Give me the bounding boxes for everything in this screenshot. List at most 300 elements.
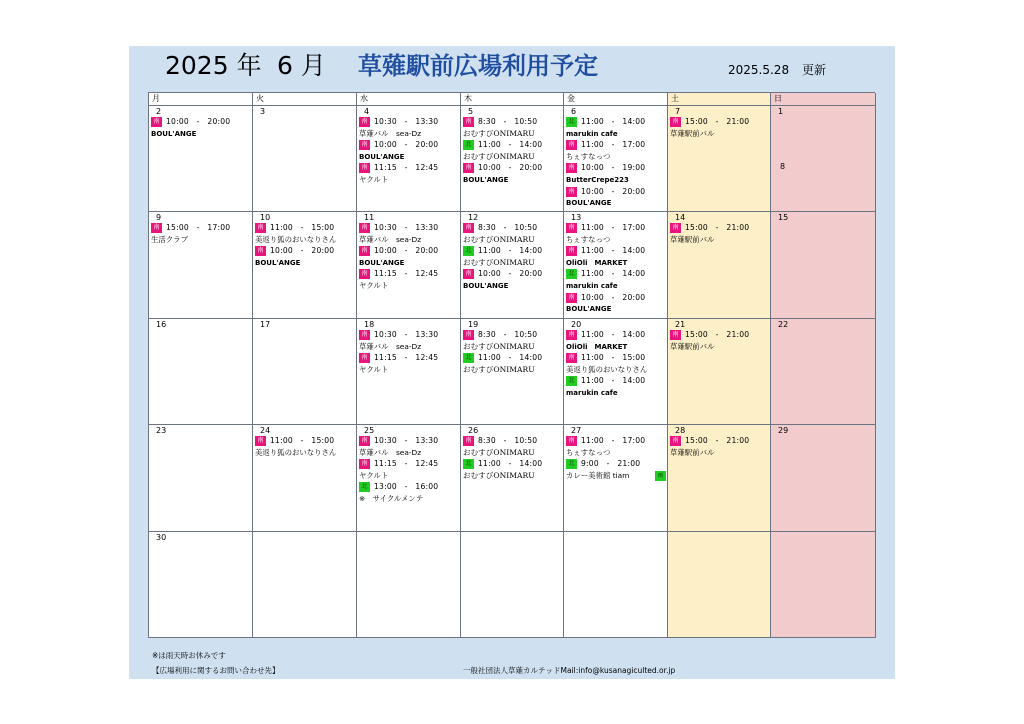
event-name: おむすびONIMARU bbox=[463, 128, 535, 138]
event-name-row bbox=[566, 151, 666, 163]
event-name: ※ サイクルメンテ bbox=[359, 493, 424, 503]
event-time-row bbox=[151, 222, 251, 234]
day-number: 30 bbox=[156, 533, 167, 542]
update-label: 更新 bbox=[802, 63, 827, 77]
event-time: 11:15 - 12:45 bbox=[374, 163, 439, 173]
south-area-badge: 南 bbox=[566, 353, 577, 363]
day-cell bbox=[771, 212, 876, 319]
event-name: おむすびONIMARU bbox=[463, 364, 535, 374]
day-cell bbox=[461, 319, 564, 425]
event-time-row bbox=[566, 458, 666, 470]
event-name-row bbox=[463, 364, 562, 376]
event-name-row bbox=[359, 364, 459, 376]
event-name-row bbox=[463, 447, 562, 459]
footer-organization: 一般社団法人草薙カルテッドMail:info@kusanagiculted.or.jp bbox=[463, 666, 676, 675]
south-area-badge: 南 bbox=[566, 140, 577, 150]
event-time-row bbox=[566, 245, 666, 257]
day-number: 1 bbox=[778, 107, 784, 116]
event-list bbox=[463, 435, 562, 481]
event-list bbox=[255, 435, 355, 458]
event-name-row bbox=[463, 470, 562, 482]
event-name: OliOli MARKET bbox=[566, 342, 628, 351]
event-time: 10:30 - 13:30 bbox=[374, 223, 439, 232]
event-name-row bbox=[359, 470, 459, 482]
event-name-row bbox=[463, 257, 562, 269]
day-cell bbox=[564, 532, 668, 638]
event-name: 草薙駅前バル bbox=[670, 447, 715, 457]
day-cell bbox=[668, 106, 771, 212]
event-time-row bbox=[463, 458, 562, 470]
south-area-badge: 南 bbox=[463, 330, 474, 340]
event-time-row bbox=[463, 245, 562, 257]
page-title: 草薙駅前広場利用予定 bbox=[358, 52, 598, 80]
day-cell bbox=[564, 212, 668, 319]
event-time: 8:30 - 10:50 bbox=[478, 117, 538, 126]
day-number: 11 bbox=[364, 213, 375, 222]
event-name-row bbox=[566, 128, 666, 140]
event-time-row bbox=[463, 162, 562, 174]
south-area-badge: 南 bbox=[359, 330, 370, 340]
event-time-row bbox=[566, 116, 666, 128]
south-area-badge: 南 bbox=[255, 223, 266, 233]
day-cell bbox=[771, 319, 876, 425]
event-list bbox=[359, 116, 459, 186]
south-area-badge: 南 bbox=[255, 246, 266, 256]
event-name: おむすびONIMARU bbox=[463, 257, 535, 267]
event-name-row bbox=[463, 128, 562, 140]
event-name-row bbox=[670, 341, 769, 353]
event-time-row bbox=[359, 352, 459, 364]
event-list bbox=[566, 329, 666, 399]
south-area-badge: 南 bbox=[463, 163, 474, 173]
day-cell bbox=[564, 319, 668, 425]
day-cell bbox=[461, 532, 564, 638]
event-name-row bbox=[359, 493, 459, 505]
event-name: おむすびONIMARU bbox=[463, 341, 535, 351]
day-cell bbox=[668, 319, 771, 425]
south-area-badge: 南 bbox=[463, 117, 474, 127]
event-time: 11:00 - 14:00 bbox=[478, 140, 543, 150]
day-cell bbox=[253, 212, 357, 319]
event-list bbox=[670, 435, 769, 458]
weekday-header: 火 bbox=[253, 93, 357, 106]
event-time-row bbox=[670, 116, 769, 128]
day-cell bbox=[149, 106, 253, 212]
event-time: 9:00 - 21:00 bbox=[581, 459, 641, 469]
day-number: 16 bbox=[156, 320, 167, 329]
event-time-row bbox=[255, 222, 355, 234]
event-name: ちぇすなっつ bbox=[566, 151, 611, 161]
event-name: おむすびONIMARU bbox=[463, 234, 535, 244]
weekday-header: 金 bbox=[564, 93, 668, 106]
event-time: 10:30 - 13:30 bbox=[374, 330, 439, 339]
event-name-row bbox=[566, 364, 666, 376]
day-number: 17 bbox=[260, 320, 271, 329]
event-list bbox=[463, 329, 562, 375]
event-name-row bbox=[359, 341, 459, 353]
event-time: 15:00 - 21:00 bbox=[685, 223, 750, 232]
event-name-row bbox=[255, 257, 355, 269]
event-name-row bbox=[566, 234, 666, 246]
event-list bbox=[359, 435, 459, 505]
event-name: 草薙バル sea-Dz bbox=[359, 447, 422, 457]
event-time: 11:00 - 14:00 bbox=[581, 330, 646, 339]
event-time-row bbox=[463, 435, 562, 447]
day-cell bbox=[668, 532, 771, 638]
day-number: 6 bbox=[571, 107, 577, 116]
event-time: 8:30 - 10:50 bbox=[478, 330, 538, 339]
day-number: 19 bbox=[468, 320, 479, 329]
day-cell bbox=[461, 106, 564, 212]
day-number: 26 bbox=[468, 426, 479, 435]
weekday-header: 木 bbox=[461, 93, 564, 106]
event-name: 草薙駅前バル bbox=[670, 341, 715, 351]
south-area-badge: 南 bbox=[359, 117, 370, 127]
event-list bbox=[463, 222, 562, 292]
event-name: 美返り狐のおいなりさん bbox=[255, 447, 337, 457]
event-name-row bbox=[670, 234, 769, 246]
north-area-badge: 北 bbox=[566, 117, 577, 127]
day-cell bbox=[253, 425, 357, 532]
event-name: BOUL'ANGE bbox=[255, 258, 301, 267]
event-name: おむすびONIMARU bbox=[463, 470, 535, 480]
event-time-row bbox=[566, 222, 666, 234]
event-time-row bbox=[463, 116, 562, 128]
day-number: 2 bbox=[156, 107, 162, 116]
day-number: 12 bbox=[468, 213, 479, 222]
day-cell bbox=[564, 106, 668, 212]
day-number: 14 bbox=[675, 213, 686, 222]
day-cell bbox=[149, 212, 253, 319]
event-name-row bbox=[463, 234, 562, 246]
event-name: 草薙バル sea-Dz bbox=[359, 341, 422, 351]
event-name-row bbox=[670, 128, 769, 140]
footer-contact-label: 【広場利用に関するお問い合わせ先】 bbox=[152, 666, 280, 675]
event-time: 10:00 - 20:00 bbox=[166, 117, 231, 126]
event-time-row bbox=[463, 352, 562, 364]
event-time: 11:00 - 17:00 bbox=[581, 140, 646, 150]
south-area-badge: 南 bbox=[463, 223, 474, 233]
event-name: ButterCrepe223 bbox=[566, 175, 629, 184]
event-name-row bbox=[359, 234, 459, 246]
day-cell bbox=[253, 319, 357, 425]
day-cell bbox=[149, 425, 253, 532]
day-number: 15 bbox=[778, 213, 789, 222]
event-name-row bbox=[255, 234, 355, 246]
event-time: 15:00 - 21:00 bbox=[685, 330, 750, 339]
event-time-row bbox=[359, 329, 459, 341]
event-name-row bbox=[463, 174, 562, 186]
day-cell bbox=[668, 212, 771, 319]
day-cell bbox=[461, 212, 564, 319]
event-time: 11:00 - 15:00 bbox=[270, 436, 335, 445]
event-time-row bbox=[566, 186, 666, 198]
event-name: 草薙駅前バル bbox=[670, 234, 715, 244]
south-area-badge: 南 bbox=[566, 330, 577, 340]
north-area-badge: 北 bbox=[463, 246, 474, 256]
day-cell bbox=[771, 532, 876, 638]
event-time-row bbox=[359, 116, 459, 128]
header-month: 6 月 bbox=[277, 51, 326, 80]
event-time-row bbox=[670, 435, 769, 447]
event-name-row bbox=[566, 447, 666, 459]
event-name-row bbox=[566, 257, 666, 269]
event-time-row bbox=[463, 222, 562, 234]
event-name: ヤクルト bbox=[359, 470, 389, 480]
day-extra-number: 8 bbox=[780, 162, 786, 171]
event-time: 11:00 - 14:00 bbox=[581, 117, 646, 126]
event-time-row bbox=[566, 292, 666, 304]
event-list bbox=[151, 222, 251, 245]
south-area-badge: 南 bbox=[359, 459, 370, 469]
event-time-row bbox=[359, 162, 459, 174]
day-number: 27 bbox=[571, 426, 582, 435]
event-time-row bbox=[359, 481, 459, 493]
north-area-badge: 北 bbox=[566, 376, 577, 386]
south-area-badge: 南 bbox=[566, 187, 577, 197]
event-time-row bbox=[463, 329, 562, 341]
day-number: 3 bbox=[260, 107, 266, 116]
event-list bbox=[670, 329, 769, 352]
event-name: BOUL'ANGE bbox=[463, 281, 509, 290]
event-time: 11:15 - 12:45 bbox=[374, 459, 439, 469]
event-list bbox=[359, 222, 459, 292]
event-list bbox=[566, 435, 666, 481]
day-cell bbox=[461, 425, 564, 532]
day-cell bbox=[149, 319, 253, 425]
event-name: marukin cafe bbox=[566, 388, 618, 397]
event-time: 11:00 - 17:00 bbox=[581, 223, 646, 232]
event-time-row bbox=[359, 245, 459, 257]
event-time-row bbox=[359, 268, 459, 280]
day-cell bbox=[564, 425, 668, 532]
day-number: 10 bbox=[260, 213, 271, 222]
event-name-row bbox=[463, 341, 562, 353]
event-time-row bbox=[670, 222, 769, 234]
event-time-row bbox=[566, 352, 666, 364]
south-area-badge: 南 bbox=[463, 436, 474, 446]
event-list bbox=[670, 222, 769, 245]
event-name-row bbox=[566, 280, 666, 292]
event-time-row bbox=[670, 329, 769, 341]
day-number: 20 bbox=[571, 320, 582, 329]
event-time: 11:15 - 12:45 bbox=[374, 269, 439, 279]
event-time: 8:30 - 10:50 bbox=[478, 223, 538, 232]
south-area-badge: 南 bbox=[566, 293, 577, 303]
event-name: marukin cafe bbox=[566, 129, 618, 138]
event-name: 生活クラブ bbox=[151, 234, 188, 244]
event-name: BOUL'ANGE bbox=[359, 152, 405, 161]
event-time-row bbox=[566, 162, 666, 174]
event-time-row bbox=[566, 329, 666, 341]
event-name: ヤクルト bbox=[359, 174, 389, 184]
north-area-badge: 北 bbox=[566, 269, 577, 279]
event-name-row bbox=[359, 151, 459, 163]
event-time: 11:00 - 14:00 bbox=[478, 459, 543, 469]
north-area-badge: 北 bbox=[359, 482, 370, 492]
event-name: ヤクルト bbox=[359, 364, 389, 374]
event-list bbox=[670, 116, 769, 139]
event-name: ヤクルト bbox=[359, 280, 389, 290]
event-name: 草薙駅前バル bbox=[670, 128, 715, 138]
rain-cancel-badge: 雨 bbox=[655, 471, 666, 481]
event-time-row bbox=[359, 458, 459, 470]
south-area-badge: 南 bbox=[359, 140, 370, 150]
event-name: おむすびONIMARU bbox=[463, 447, 535, 457]
day-cell bbox=[149, 532, 253, 638]
event-time-row bbox=[566, 139, 666, 151]
day-number: 24 bbox=[260, 426, 271, 435]
event-name: BOUL'ANGE bbox=[566, 199, 612, 208]
north-area-badge: 北 bbox=[463, 459, 474, 469]
event-name-row bbox=[566, 174, 666, 186]
event-time: 11:00 - 14:00 bbox=[581, 269, 646, 279]
south-area-badge: 南 bbox=[359, 246, 370, 256]
day-cell bbox=[357, 425, 461, 532]
south-area-badge: 南 bbox=[463, 269, 474, 279]
day-cell bbox=[771, 106, 876, 212]
event-time: 10:00 - 20:00 bbox=[374, 246, 439, 256]
event-time: 15:00 - 21:00 bbox=[685, 117, 750, 126]
event-name-row bbox=[463, 151, 562, 163]
event-name: ちぇすなっつ bbox=[566, 234, 611, 244]
event-list bbox=[566, 222, 666, 315]
north-area-badge: 北 bbox=[566, 459, 577, 469]
calendar-grid bbox=[148, 92, 875, 638]
event-name: BOUL'ANGE bbox=[151, 129, 197, 138]
event-name-row bbox=[151, 128, 251, 140]
day-number: 7 bbox=[675, 107, 681, 116]
update-date: 2025.5.28 bbox=[728, 63, 790, 77]
event-time: 10:00 - 20:00 bbox=[478, 163, 543, 173]
event-name-row bbox=[359, 280, 459, 292]
event-time: 11:00 - 17:00 bbox=[581, 436, 646, 445]
event-name-row bbox=[359, 128, 459, 140]
south-area-badge: 南 bbox=[670, 223, 681, 233]
event-time-row bbox=[359, 435, 459, 447]
south-area-badge: 南 bbox=[359, 436, 370, 446]
event-time: 10:00 - 20:00 bbox=[270, 246, 335, 256]
north-area-badge: 北 bbox=[463, 353, 474, 363]
event-name: OliOli MARKET bbox=[566, 258, 628, 267]
event-time: 15:00 - 17:00 bbox=[166, 223, 231, 232]
event-time-row bbox=[566, 375, 666, 387]
day-number: 23 bbox=[156, 426, 167, 435]
day-cell bbox=[253, 106, 357, 212]
day-cell bbox=[357, 212, 461, 319]
weekday-header: 水 bbox=[357, 93, 461, 106]
day-number: 5 bbox=[468, 107, 474, 116]
event-time: 11:00 - 15:00 bbox=[270, 223, 335, 232]
day-cell bbox=[357, 106, 461, 212]
day-cell bbox=[357, 532, 461, 638]
south-area-badge: 南 bbox=[151, 117, 162, 127]
header-year: 2025 年 bbox=[165, 51, 262, 80]
event-time: 11:00 - 14:00 bbox=[478, 353, 543, 363]
event-name-row bbox=[359, 257, 459, 269]
event-time-row bbox=[359, 139, 459, 151]
event-name-row bbox=[255, 447, 355, 459]
event-time: 15:00 - 21:00 bbox=[685, 436, 750, 445]
event-time: 13:00 - 16:00 bbox=[374, 482, 439, 492]
south-area-badge: 南 bbox=[670, 436, 681, 446]
south-area-badge: 南 bbox=[359, 163, 370, 173]
event-name-row bbox=[566, 470, 666, 482]
event-time-row bbox=[151, 116, 251, 128]
day-cell bbox=[253, 532, 357, 638]
event-list bbox=[566, 116, 666, 209]
day-number: 25 bbox=[364, 426, 375, 435]
event-time-row bbox=[359, 222, 459, 234]
day-number: 21 bbox=[675, 320, 686, 329]
event-name: 草薙バル sea-Dz bbox=[359, 234, 422, 244]
event-name: marukin cafe bbox=[566, 281, 618, 290]
event-time-row bbox=[255, 245, 355, 257]
south-area-badge: 南 bbox=[670, 330, 681, 340]
event-time-row bbox=[566, 435, 666, 447]
south-area-badge: 南 bbox=[359, 223, 370, 233]
event-time: 11:00 - 14:00 bbox=[581, 376, 646, 386]
event-list bbox=[255, 222, 355, 268]
south-area-badge: 南 bbox=[566, 436, 577, 446]
weekday-header: 日 bbox=[771, 93, 876, 106]
event-time-row bbox=[255, 435, 355, 447]
event-name: BOUL'ANGE bbox=[463, 175, 509, 184]
event-time: 11:00 - 15:00 bbox=[581, 353, 646, 363]
south-area-badge: 南 bbox=[566, 163, 577, 173]
event-time: 11:15 - 12:45 bbox=[374, 353, 439, 363]
event-name: 草薙バル sea-Dz bbox=[359, 128, 422, 138]
event-name-row bbox=[566, 197, 666, 209]
event-time: 11:00 - 14:00 bbox=[478, 246, 543, 256]
weekday-header: 月 bbox=[149, 93, 253, 106]
day-number: 18 bbox=[364, 320, 375, 329]
event-time: 10:00 - 20:00 bbox=[581, 292, 646, 302]
north-area-badge: 北 bbox=[463, 140, 474, 150]
south-area-badge: 南 bbox=[566, 223, 577, 233]
day-number: 28 bbox=[675, 426, 686, 435]
event-time: 10:00 - 19:00 bbox=[581, 163, 646, 173]
day-cell bbox=[771, 425, 876, 532]
event-name-row bbox=[566, 303, 666, 315]
event-time-row bbox=[463, 268, 562, 280]
south-area-badge: 南 bbox=[566, 246, 577, 256]
event-time: 10:30 - 13:30 bbox=[374, 436, 439, 445]
day-number: 13 bbox=[571, 213, 582, 222]
event-name-row bbox=[566, 341, 666, 353]
event-name: ちぇすなっつ bbox=[566, 447, 611, 457]
event-name-row bbox=[359, 174, 459, 186]
event-time-row bbox=[463, 139, 562, 151]
event-name-row bbox=[670, 447, 769, 459]
south-area-badge: 南 bbox=[359, 353, 370, 363]
event-time: 10:30 - 13:30 bbox=[374, 117, 439, 126]
day-number: 22 bbox=[778, 320, 789, 329]
day-number: 4 bbox=[364, 107, 370, 116]
event-name-row bbox=[463, 280, 562, 292]
event-name: カレー美術館 tiam bbox=[566, 470, 630, 480]
event-time: 10:00 - 20:00 bbox=[581, 186, 646, 196]
south-area-badge: 南 bbox=[255, 436, 266, 446]
event-time-row bbox=[566, 268, 666, 280]
day-number: 9 bbox=[156, 213, 162, 222]
day-number: 29 bbox=[778, 426, 789, 435]
event-name: 美返り狐のおいなりさん bbox=[255, 234, 337, 244]
event-name-row bbox=[566, 387, 666, 399]
event-name-row bbox=[151, 234, 251, 246]
event-name-row bbox=[359, 447, 459, 459]
south-area-badge: 南 bbox=[359, 269, 370, 279]
